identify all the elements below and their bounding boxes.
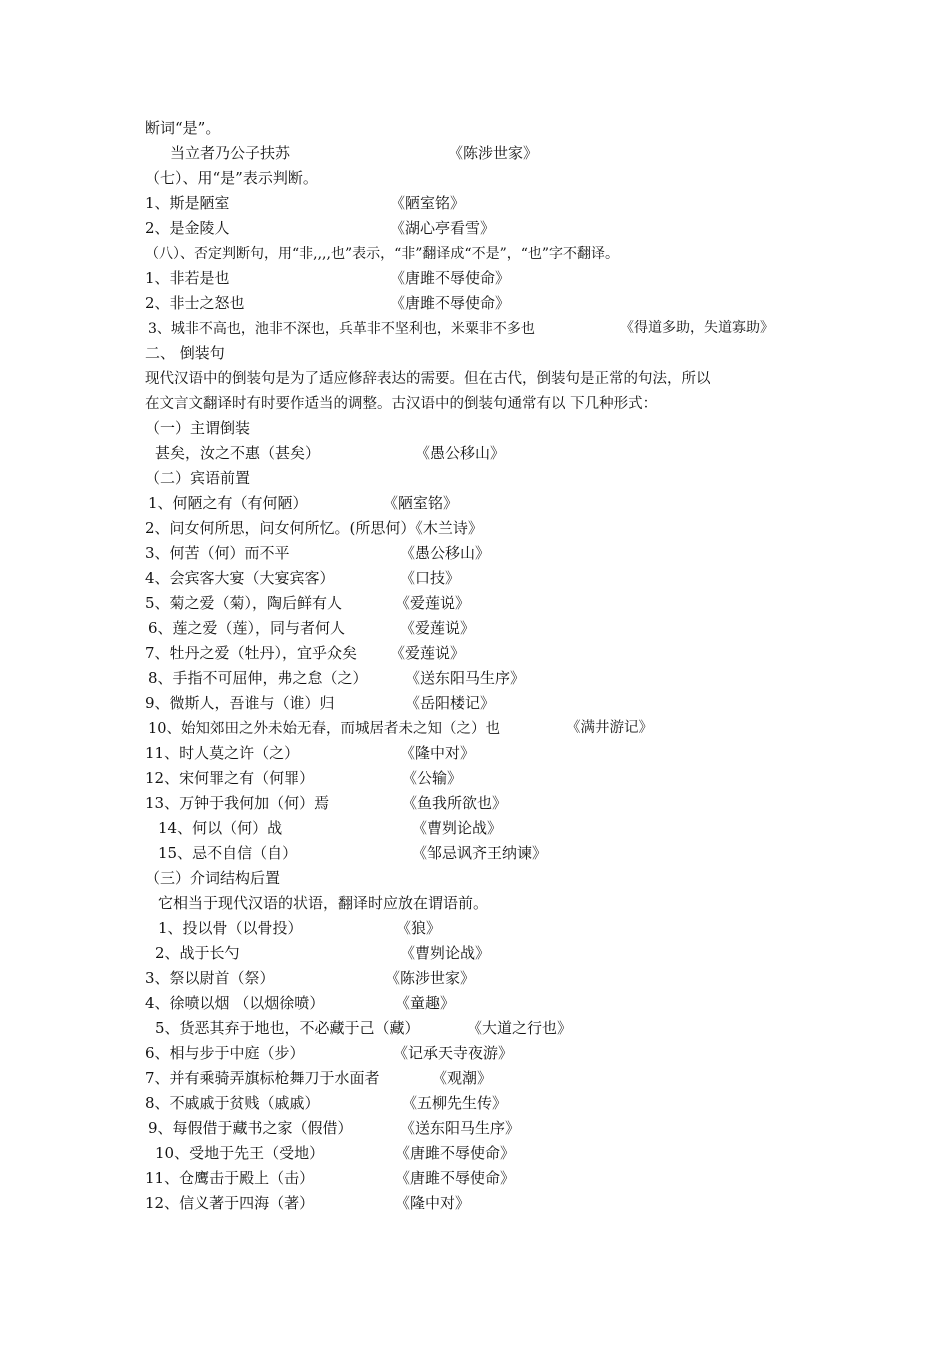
- line-text: 现代汉语中的倒装句是为了适应修辞表达的需要。但在古代，倒装句是正常的句法，所以: [145, 371, 711, 387]
- source-title: 《公输》: [402, 769, 463, 787]
- line-text: （八）、否定判断句，用“非,,,,也”表示，“非”翻译成“不是”，“也”字不翻译。: [145, 246, 620, 262]
- list-item: [145, 266, 845, 291]
- list-item: [145, 1041, 845, 1066]
- line-text: 甚矣，汝之不惠（甚矣）: [155, 444, 321, 462]
- list-item: [148, 316, 848, 341]
- list-item: [145, 1191, 845, 1216]
- source-title: 《五柳先生传》: [402, 1094, 508, 1112]
- section-heading: [145, 341, 225, 366]
- paragraph-line: [145, 366, 711, 391]
- line-text: （一）主谓倒装: [145, 419, 251, 437]
- list-item: [145, 516, 483, 541]
- list-item: [145, 291, 845, 316]
- line-text: 7、并有乘骑弄旗标枪舞刀于水面者: [145, 1069, 380, 1087]
- list-item: [148, 666, 848, 691]
- line-text: 4、会宾客大宴（大宴宾客）: [145, 569, 335, 587]
- line-text: 当立者乃公子扶苏: [170, 144, 291, 162]
- line-text: 8、不戚戚于贫贱（戚戚）: [145, 1094, 320, 1112]
- line-text: 2、问女何所思，问女何所忆。(所思何）《木兰诗》: [145, 519, 483, 537]
- section-heading: [145, 241, 619, 266]
- line-text: 4、徐喷以烟 （以烟徐喷）: [145, 994, 325, 1012]
- line-text: 它相当于现代汉语的状语，翻译时应放在谓语前。: [158, 894, 489, 912]
- source-title: 《爱莲说》: [395, 594, 471, 612]
- list-item: [148, 1116, 848, 1141]
- line-text: 11、时人莫之许（之）: [145, 744, 300, 762]
- source-title: 《唐雎不辱使命》: [390, 269, 511, 287]
- list-item: [145, 741, 845, 766]
- list-item: [158, 816, 858, 841]
- source-title: 《陈涉世家》: [448, 144, 539, 162]
- list-item: [145, 966, 845, 991]
- line-text: 1、投以骨（以骨投）: [158, 919, 303, 937]
- list-item: [148, 616, 848, 641]
- line-text: 12、信义著于四海（著）: [145, 1194, 315, 1212]
- source-title: 《愚公移山》: [415, 444, 506, 462]
- line-text: 5、菊之爱（菊），陶后鲜有人: [145, 594, 343, 612]
- paragraph-line: [145, 391, 657, 416]
- source-title: 《陋室铭》: [390, 194, 466, 212]
- source-title: 《爱莲说》: [400, 619, 476, 637]
- source-title: 《记承天寺夜游》: [393, 1044, 514, 1062]
- list-item: [145, 1066, 845, 1091]
- section-heading: [145, 166, 318, 191]
- text-line: [170, 141, 870, 166]
- source-title: 《送东阳马生序》: [405, 669, 526, 687]
- list-item: [145, 766, 845, 791]
- source-title: 《送东阳马生序》: [400, 1119, 521, 1137]
- section-heading: [145, 866, 280, 891]
- list-item: [148, 716, 848, 741]
- source-title: 《口技》: [400, 569, 461, 587]
- line-text: 9、每假借于藏书之家（假借）: [148, 1119, 353, 1137]
- text-line: [145, 116, 220, 141]
- line-text: 5、货恶其弃于地也，不必藏于己（藏）: [155, 1019, 420, 1037]
- line-text: 6、相与步于中庭（步）: [145, 1044, 305, 1062]
- line-text: 3、祭以尉首（祭）: [145, 969, 275, 987]
- line-text: （二）宾语前置: [145, 469, 251, 487]
- source-title: 《曹刿论战》: [412, 819, 503, 837]
- line-text: 14、何以（何）战: [158, 819, 283, 837]
- paragraph-line: [158, 891, 488, 916]
- source-title: 《大道之行也》: [467, 1019, 573, 1037]
- list-item: [145, 591, 845, 616]
- list-item: [155, 1141, 855, 1166]
- list-item: [145, 1166, 845, 1191]
- line-text: 在文言文翻译时有时要作适当的调整。古汉语中的倒装句通常有以 下几种形式：: [145, 396, 658, 412]
- list-item: [145, 216, 845, 241]
- list-item: [145, 191, 845, 216]
- list-item: [145, 991, 845, 1016]
- line-text: 1、非若是也: [145, 269, 230, 287]
- list-item: [155, 1016, 855, 1041]
- list-item: [145, 541, 845, 566]
- line-text: 15、忌不自信（自）: [158, 844, 298, 862]
- source-title: 《唐雎不辱使命》: [395, 1144, 516, 1162]
- line-text: 13、万钟于我何加（何）焉: [145, 794, 330, 812]
- source-title: 《得道多助，失道寡助》: [620, 320, 774, 336]
- line-text: 3、城非不高也，池非不深也，兵革非不坚利也，米粟非不多也: [148, 321, 535, 337]
- source-title: 《唐雎不辱使命》: [395, 1169, 516, 1187]
- source-title: 《隆中对》: [395, 1194, 471, 1212]
- line-text: 6、莲之爱（莲），同与者何人: [148, 619, 346, 637]
- source-title: 《满井游记》: [566, 720, 653, 736]
- line-text: 10、始知郊田之外未始无春，而城居者未之知（之）也: [148, 721, 500, 737]
- source-title: 《愚公移山》: [400, 544, 491, 562]
- line-text: 3、何苦（何）而不平: [145, 544, 290, 562]
- line-text: 2、是金陵人: [145, 219, 230, 237]
- line-text: 10、受地于先王（受地）: [155, 1144, 325, 1162]
- source-title: 《曹刿论战》: [400, 944, 491, 962]
- line-text: 1、何陋之有（有何陋）: [148, 494, 308, 512]
- line-text: 2、非士之怒也: [145, 294, 245, 312]
- section-heading: [145, 466, 250, 491]
- source-title: 《爱莲说》: [390, 644, 466, 662]
- list-item: [158, 841, 858, 866]
- source-title: 《唐雎不辱使命》: [390, 294, 511, 312]
- list-item: [145, 641, 845, 666]
- source-title: 《童趣》: [395, 994, 456, 1012]
- line-text: 断词“是”。: [145, 119, 221, 137]
- line-text: 2、战于长勺: [155, 944, 240, 962]
- list-item: [145, 691, 845, 716]
- source-title: 《岳阳楼记》: [405, 694, 496, 712]
- section-heading: [145, 416, 250, 441]
- source-title: 《陋室铭》: [383, 494, 459, 512]
- line-text: 9、微斯人，吾谁与（谁）归: [145, 694, 335, 712]
- line-text: 11、仓鹰击于殿上（击）: [145, 1169, 315, 1187]
- line-text: 1、斯是陋室: [145, 194, 230, 212]
- line-text: （七）、用“是”表示判断。: [145, 169, 318, 187]
- source-title: 《陈涉世家》: [385, 969, 476, 987]
- list-item: [148, 491, 848, 516]
- list-item: [145, 791, 845, 816]
- source-title: 《鱼我所欲也》: [402, 794, 508, 812]
- source-title: 《邹忌讽齐王纳谏》: [412, 844, 548, 862]
- line-text: 8、手指不可屈伸，弗之怠（之）: [148, 669, 368, 687]
- list-item: [155, 941, 855, 966]
- list-item: [145, 566, 845, 591]
- line-text: 12、宋何罪之有（何罪）: [145, 769, 315, 787]
- source-title: 《隆中对》: [400, 744, 476, 762]
- list-item: [155, 441, 855, 466]
- source-title: 《狼》: [396, 919, 442, 937]
- list-item: [158, 916, 858, 941]
- line-text: 7、牡丹之爱（牡丹），宜乎众矣: [145, 644, 358, 662]
- line-text: （三）介词结构后置: [145, 869, 281, 887]
- source-title: 《观潮》: [432, 1069, 493, 1087]
- line-text: 二、 倒装句: [145, 344, 225, 362]
- list-item: [145, 1091, 845, 1116]
- source-title: 《湖心亭看雪》: [390, 219, 496, 237]
